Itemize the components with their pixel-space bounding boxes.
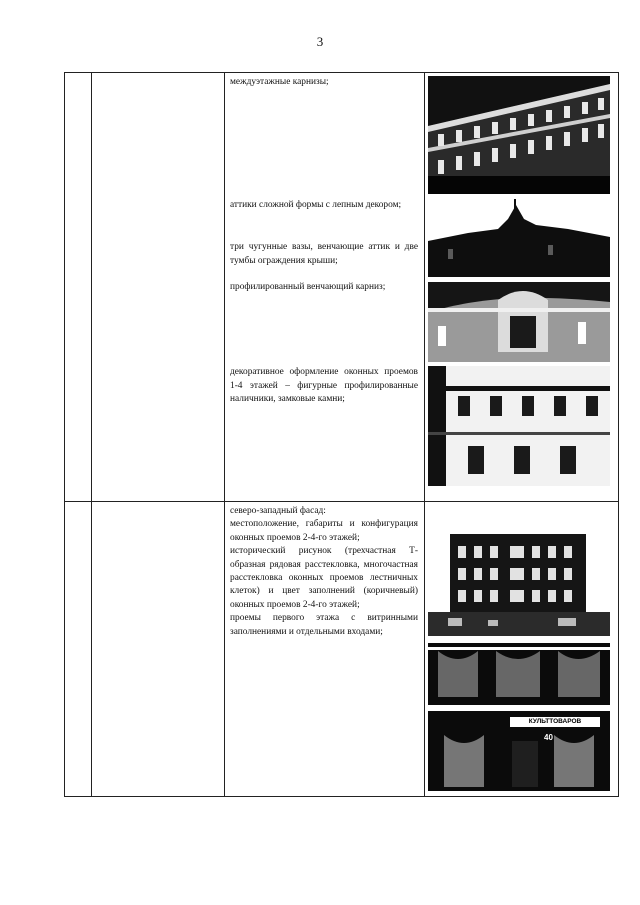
row1-item-3: три чугунные вазы, венчающие аттик и две тумбы ограждения крыши; [230,242,418,266]
row2-item-4: проемы первого этажа с витринными заполнениями и отдельными входами; [230,613,418,637]
shop-entrance-photo [428,711,610,791]
row1-text [230,76,418,90]
row1-item-1: междуэтажные карнизы; [230,77,329,87]
row1-text-vases [230,241,418,268]
northwest-facade-photo [428,528,610,636]
house-number: 40 [544,733,553,742]
row2-text [230,505,418,639]
row1-item-4: профилированный венчающий карниз; [230,282,386,292]
row1-item-5: декоративное оформление оконных проемов 1-4 этажей – фигурные профилированные наличники, замковые камни; [230,367,418,405]
row1-text-cornice [230,281,418,295]
row2-item-1: северо-западный фасад: [230,506,326,516]
roof-attic-photo [428,199,610,277]
row1-item-2: аттики сложной формы с лепным декором; [230,200,402,210]
shop-windows-photo [428,643,610,705]
attic-decor-photo [428,282,610,362]
row2-item-2: местоположение, габариты и конфигурация оконных проемов 2-4-го этажей; [230,519,418,543]
page-number: 3 [316,34,324,49]
window-surrounds-photo [428,366,610,486]
row1-text-windows [230,366,418,407]
row1-text-attic [230,199,418,213]
row2-item-3: исторический рисунок (трехчастная Т-образная рядовая расстекловка, многочастная расстекловка оконных проемов лестничных клеток) и цвет заполнений (коричневый) оконных проемов 2-4-го этажей; [230,546,418,610]
shop-sign: КУЛЬТТОВАРОВ [510,717,600,727]
building-facade-cornice-photo [428,76,610,194]
